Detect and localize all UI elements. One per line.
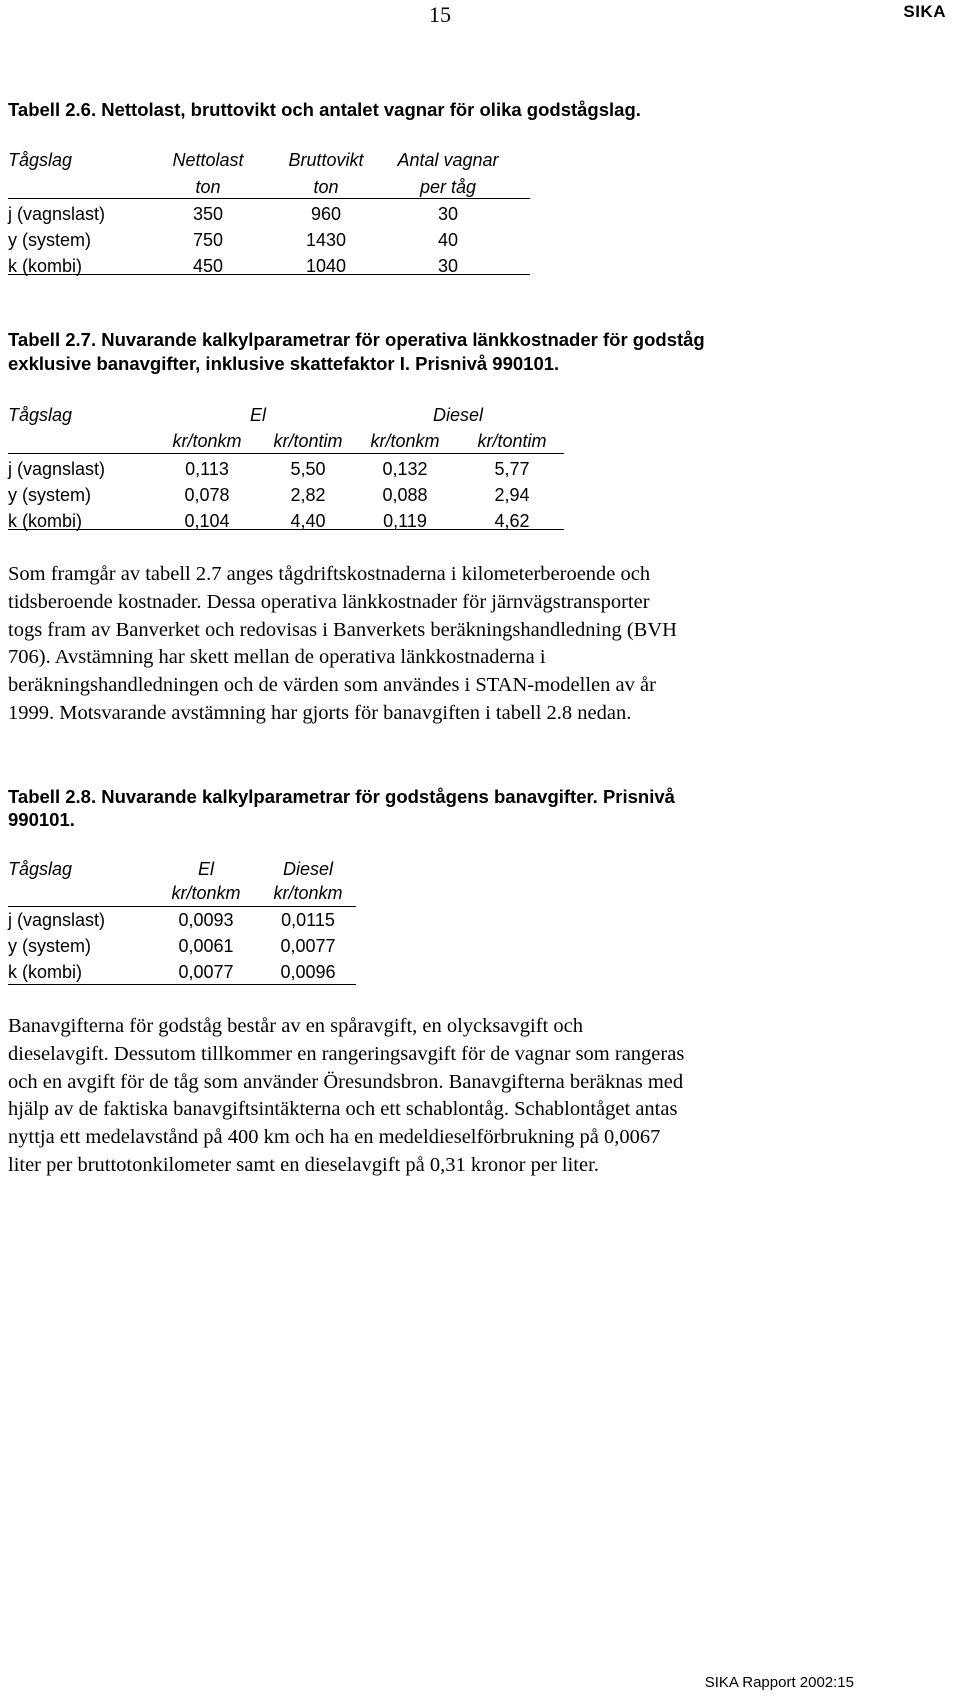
paragraph-line: Banavgifterna för godståg består av en spåravgift, en olycksavgift och xyxy=(8,1015,583,1037)
table-row xyxy=(8,227,530,253)
body-paragraph-2 xyxy=(8,1013,684,1180)
column-header: Bruttovikt xyxy=(288,150,364,170)
column-group-header: El xyxy=(249,405,266,425)
row-label: k (kombi) xyxy=(8,256,83,276)
column-header: Tågslag xyxy=(8,859,73,879)
column-header: Antal vagnar xyxy=(397,150,499,170)
table-bottom-rule xyxy=(8,529,564,530)
table-cell: 450 xyxy=(192,256,224,276)
table-cell: 0,0077 xyxy=(178,962,234,982)
paragraph-line: hjälp av de faktiska banavgiftsintäkterna och ett schablontåg. Schablontåget antas xyxy=(8,1098,678,1121)
table-bottom-rule xyxy=(8,274,530,275)
table-2-7 xyxy=(8,402,564,532)
table-header-rule xyxy=(8,453,564,454)
table-row xyxy=(8,201,530,227)
table-cell: 0,088 xyxy=(382,485,428,505)
table-unit-row xyxy=(8,880,356,906)
table-row xyxy=(8,959,356,985)
table-cell: 0,113 xyxy=(185,459,229,479)
table-cell: 2,82 xyxy=(290,485,326,505)
table-row xyxy=(8,907,356,933)
table-header-row xyxy=(8,856,356,882)
table-cell: 30 xyxy=(437,204,459,224)
table-cell: 960 xyxy=(310,204,342,224)
column-unit: kr/tontim xyxy=(273,431,343,451)
table-header-rule xyxy=(8,198,530,199)
paragraph-line: tidsberoende kostnader. Dessa operativa länkkostnader för järnvägstransporter xyxy=(8,590,650,613)
column-unit: kr/tonkm xyxy=(370,431,440,451)
table-cell: 30 xyxy=(437,256,459,276)
column-header: Tågslag xyxy=(8,150,73,170)
table-cell: 2,94 xyxy=(494,485,530,505)
table-2-6 xyxy=(8,147,530,277)
paragraph-line: dieselavgift. Dessutom tillkommer en rangeringsavgift för de vagnar som rangeras xyxy=(8,1042,685,1065)
column-header: El xyxy=(197,859,214,879)
table-cell: 0,132 xyxy=(382,459,428,479)
row-label: k (kombi) xyxy=(8,511,83,531)
row-label: k (kombi) xyxy=(8,962,83,982)
table-2-7-caption-line1: Tabell 2.7. Nuvarande kalkylparametrar för operativa länkkostnader för godståg xyxy=(8,329,705,350)
table-unit-row xyxy=(8,174,530,200)
row-label: y (system) xyxy=(8,230,91,250)
column-unit: ton xyxy=(313,177,339,197)
table-cell: 5,77 xyxy=(494,459,530,479)
table-cell: 0,0061 xyxy=(178,936,234,956)
table-cell: 0,078 xyxy=(184,485,230,505)
table-cell: 0,0077 xyxy=(280,936,336,956)
column-unit: per tåg xyxy=(419,177,477,197)
table-cell: 0,104 xyxy=(184,511,230,531)
table-cell: 1040 xyxy=(305,256,347,276)
column-unit: kr/tonkm xyxy=(171,883,241,903)
table-row xyxy=(8,508,564,534)
table-cell: 0,0093 xyxy=(178,910,234,930)
table-bottom-rule xyxy=(8,984,356,985)
column-header: Diesel xyxy=(282,859,334,879)
column-unit: kr/tonkm xyxy=(273,883,343,903)
table-unit-row xyxy=(8,428,564,454)
row-label: j (vagnslast) xyxy=(8,204,106,224)
table-cell: 5,50 xyxy=(290,459,326,479)
paragraph-line: liter per bruttotonkilometer samt en dieselavgift på 0,31 kronor per liter. xyxy=(8,1153,599,1176)
column-unit: kr/tontim xyxy=(477,431,547,451)
page-number: 15 xyxy=(429,2,451,27)
table-row xyxy=(8,456,564,482)
paragraph-line: 706). Avstämning har skett mellan de operativa länkkostnaderna i xyxy=(8,646,546,669)
body-paragraph-1 xyxy=(8,561,677,728)
paragraph-line: beräkningshandledningen och de värden som användes i STAN-modellen av år xyxy=(8,674,656,697)
row-label: y (system) xyxy=(8,485,91,505)
paragraph-line: och en avgift för de tåg som använder Öresundsbron. Banavgifterna beräknas med xyxy=(8,1070,684,1093)
column-unit: ton xyxy=(195,177,221,197)
paragraph-line: 1999. Motsvarande avstämning har gjorts för banavgiften i tabell 2.8 nedan. xyxy=(8,701,632,724)
table-cell: 0,0115 xyxy=(281,910,335,930)
table-cell: 4,62 xyxy=(494,511,530,531)
table-header-row xyxy=(8,147,530,173)
table-row xyxy=(8,482,564,508)
row-label: j (vagnslast) xyxy=(8,459,106,479)
table-cell: 0,119 xyxy=(383,511,427,531)
table-2-7-caption-line2: exklusive banavgifter, inklusive skattefaktor I. Prisnivå 990101. xyxy=(8,353,560,374)
table-cell: 0,0096 xyxy=(280,962,336,982)
footer-report-id: SIKA Rapport 2002:15 xyxy=(704,1674,854,1691)
row-label: y (system) xyxy=(8,936,91,956)
table-cell: 40 xyxy=(437,230,459,250)
paragraph-line: Som framgår av tabell 2.7 anges tågdriftskostnaderna i kilometerberoende och xyxy=(8,563,651,585)
table-header-row xyxy=(8,402,564,428)
table-cell: 4,40 xyxy=(290,511,326,531)
table-row xyxy=(8,253,530,279)
paragraph-line: nyttja ett medelavstånd på 400 km och ha en medeldieselförbrukning på 0,0067 xyxy=(8,1126,661,1149)
table-row xyxy=(8,933,356,959)
column-group-header: Diesel xyxy=(432,405,484,425)
table-2-8-caption-line2: 990101. xyxy=(8,809,75,830)
brand-logo: SIKA xyxy=(903,2,946,21)
column-header: Tågslag xyxy=(8,405,73,425)
table-2-8-caption-line1: Tabell 2.8. Nuvarande kalkylparametrar för godstågens banavgifter. Prisnivå xyxy=(8,786,675,807)
table-cell: 350 xyxy=(192,204,224,224)
table-2-6-caption: Tabell 2.6. Nettolast, bruttovikt och antalet vagnar för olika godstågslag. xyxy=(8,99,641,120)
table-cell: 750 xyxy=(192,230,224,250)
paragraph-line: togs fram av Banverket och redovisas i Banverkets beräkningshandledning (BVH xyxy=(8,618,677,641)
column-unit: kr/tonkm xyxy=(172,431,242,451)
row-label: j (vagnslast) xyxy=(8,910,106,930)
column-header: Nettolast xyxy=(172,150,244,170)
table-cell: 1430 xyxy=(305,230,347,250)
table-2-8 xyxy=(8,856,356,988)
